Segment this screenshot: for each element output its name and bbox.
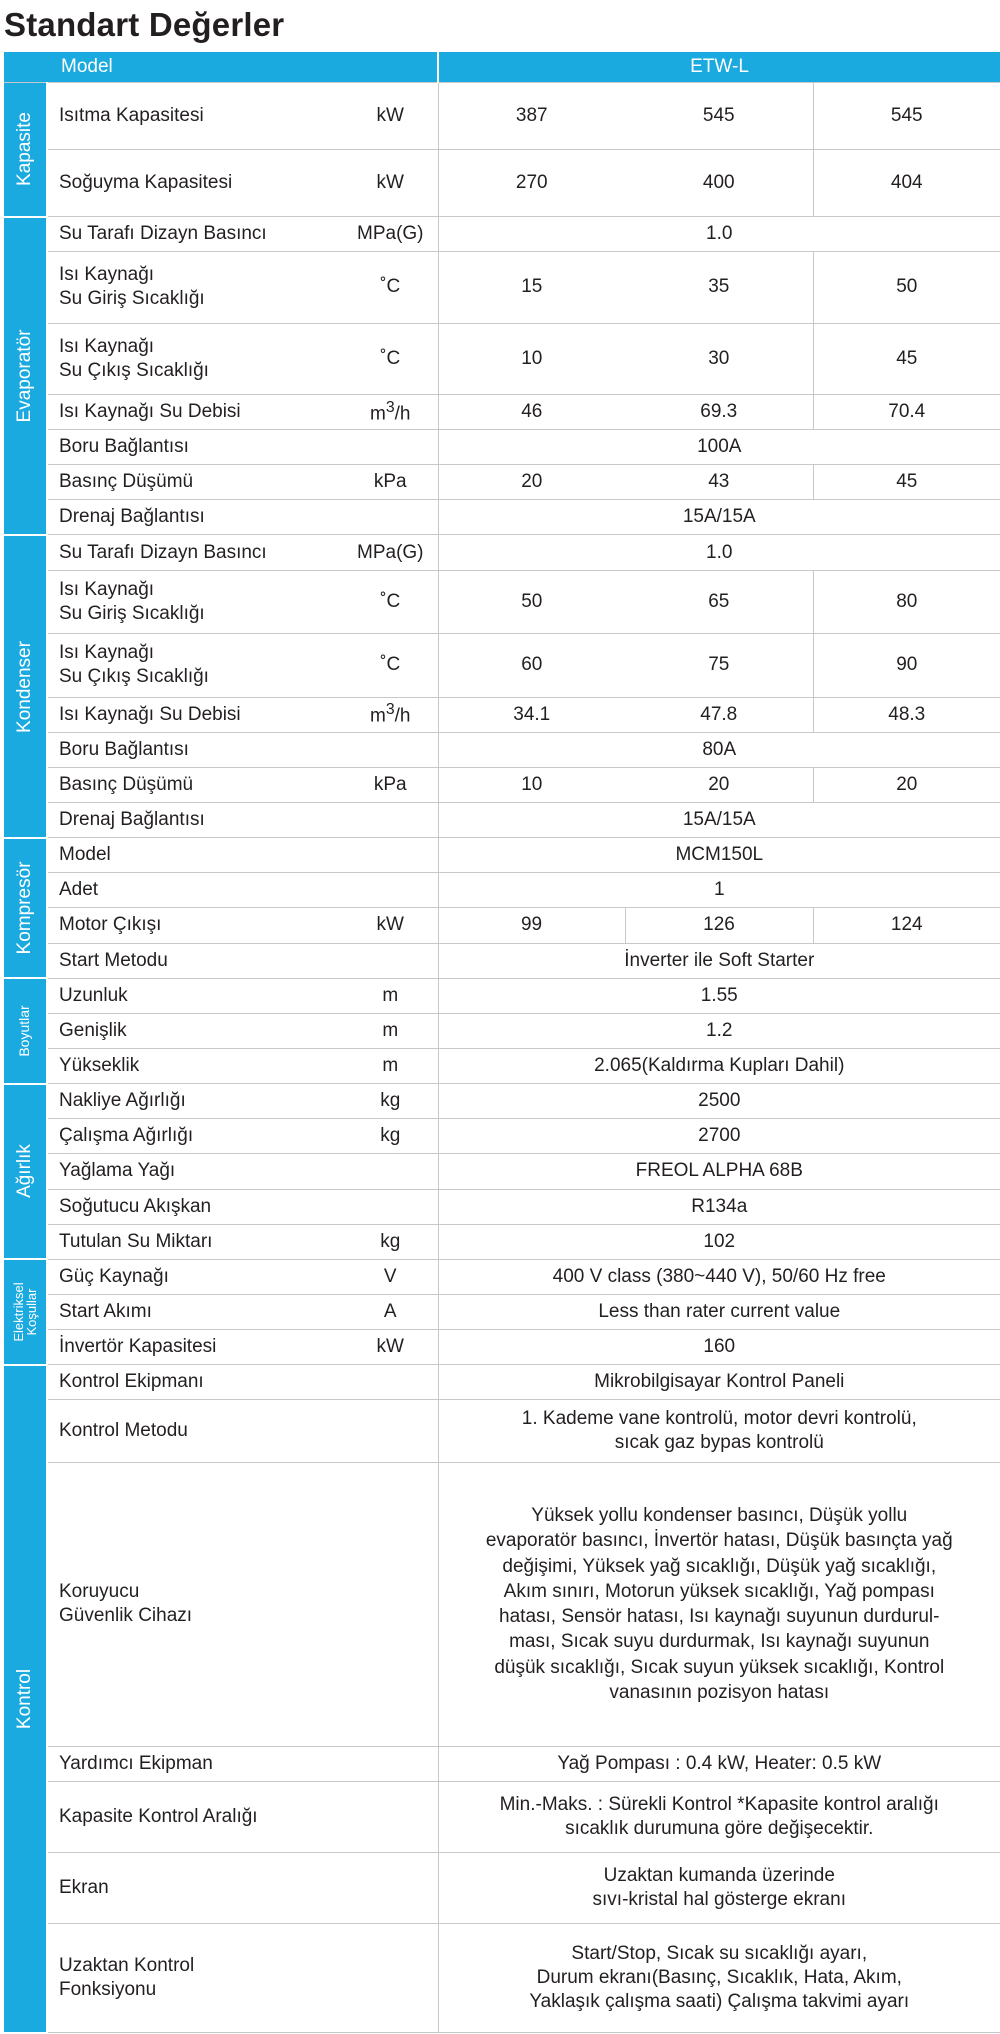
spec-table [4, 52, 1000, 2034]
table-row [4, 217, 1000, 252]
row-label: Basınç Düşümü [47, 767, 343, 802]
row-label: Start Metodu [47, 943, 343, 978]
row-label: Drenaj Bağlantısı [47, 802, 343, 837]
table-row [4, 838, 1000, 873]
row-unit [343, 1462, 438, 1746]
row-value: 20 [813, 767, 1000, 802]
row-value: 100A [438, 429, 1000, 464]
row-unit: $m^3/h$ [343, 697, 438, 732]
group-boyutlar: Boyutlar [4, 978, 47, 1083]
table-row [4, 908, 1000, 943]
row-label: Kontrol Metodu [47, 1400, 343, 1462]
row-value: 48.3 [813, 697, 1000, 732]
row-label: Uzaktan Kontrol Fonksiyonu [47, 1924, 343, 2032]
group-agirlik: Ağırlık [4, 1084, 47, 1260]
row-unit: kPa [343, 465, 438, 500]
row-value: 10 [438, 323, 625, 394]
table-row [4, 1853, 1000, 1924]
row-value: 45 [813, 323, 1000, 394]
header-row [4, 52, 1000, 82]
row-label: Uzunluk [47, 978, 343, 1013]
row-value: 46 [438, 394, 625, 429]
row-unit [343, 1154, 438, 1189]
row-unit [343, 1781, 438, 1852]
row-value: 2700 [438, 1119, 1000, 1154]
table-row [4, 1924, 1000, 2032]
row-value: Yüksek yollu kondenser basıncı, Düşük yollu evaporatör basıncı, İnvertör hatası, Düşük basınçta yağ değişimi, Yüksek yağ sıcaklığı, Düşük yağ sıcaklığı, Akım sınırı, Motorun yüksek sıcaklığı, Yağ pompası hatası, Sensör hatası, Isı kaynağı suyunun durdurul- ması, Sıcak suyu durdurmak, Isı kaynağı suyunun düşük sıcaklığı, Sıcak suyun yüksek sıcaklığı, Kontrol vanasının pozisyon hatası [438, 1462, 1000, 1746]
row-value: 15A/15A [438, 500, 1000, 535]
row-unit [343, 1746, 438, 1781]
table-row [4, 1462, 1000, 1746]
row-value: 124 [813, 908, 1000, 943]
row-value: 20 [625, 767, 813, 802]
row-value: 2.065(Kaldırma Kupları Dahil) [438, 1048, 1000, 1083]
row-value: 2500 [438, 1084, 1000, 1119]
row-value: Uzaktan kumanda üzerinde sıvı-kristal hal gösterge ekranı [438, 1853, 1000, 1924]
group-evaporator: Evaporatör [4, 217, 47, 536]
row-value: Start/Stop, Sıcak su sıcaklığı ayarı, Durum ekranı(Basınç, Sıcaklık, Hata, Akım, Yaklaşık çalışma saati) Çalışma takvimi ayarı [438, 1924, 1000, 2032]
row-unit: MPa(G) [343, 535, 438, 570]
row-label: Tutulan Su Miktarı [47, 1224, 343, 1259]
table-row [4, 1781, 1000, 1852]
row-value: 1. Kademe vane kontrolü, motor devri kontrolü, sıcak gaz bypas kontrolü [438, 1400, 1000, 1462]
group-kontrol: Kontrol [4, 1365, 47, 2033]
table-row [4, 732, 1000, 767]
row-value: 1.0 [438, 535, 1000, 570]
row-unit: kW [343, 149, 438, 216]
row-unit: V [343, 1259, 438, 1294]
table-row [4, 1746, 1000, 1781]
row-unit [343, 500, 438, 535]
row-label: Drenaj Bağlantısı [47, 500, 343, 535]
row-unit [343, 1400, 438, 1462]
row-value: 47.8 [625, 697, 813, 732]
page-title: Standart Değerler [4, 6, 285, 43]
row-value: 50 [438, 571, 625, 634]
group-kapasite: Kapasite [4, 82, 47, 217]
row-value: 400 [625, 149, 813, 216]
table-row [4, 82, 1000, 149]
table-row [4, 500, 1000, 535]
table-row [4, 323, 1000, 394]
row-value: 60 [438, 634, 625, 697]
row-value: FREOL ALPHA 68B [438, 1154, 1000, 1189]
row-value: 126 [625, 908, 813, 943]
row-unit [343, 873, 438, 908]
row-unit: $m^3/h$ [343, 394, 438, 429]
row-value: 50 [813, 252, 1000, 323]
row-value: 160 [438, 1330, 1000, 1365]
row-unit: kg [343, 1084, 438, 1119]
row-label: Model [47, 838, 343, 873]
row-label: Boru Bağlantısı [47, 732, 343, 767]
group-elektriksel: Elektriksel Koşullar [4, 1259, 47, 1364]
row-value: 45 [813, 465, 1000, 500]
row-unit [343, 1924, 438, 2032]
row-unit: m [343, 1048, 438, 1083]
row-unit [343, 1189, 438, 1224]
row-unit: ˚C [343, 323, 438, 394]
row-value: 43 [625, 465, 813, 500]
row-unit [343, 732, 438, 767]
table-row [4, 943, 1000, 978]
row-label: Motor Çıkışı [47, 908, 343, 943]
row-label: Isı Kaynağı Su Debisi [47, 697, 343, 732]
row-label: Ekran [47, 1853, 343, 1924]
row-label: Boru Bağlantısı [47, 429, 343, 464]
table-row [4, 1330, 1000, 1365]
row-label: Isı Kaynağı Su Çıkış Sıcaklığı [47, 634, 343, 697]
row-value: 15 [438, 252, 625, 323]
row-value: 387 [438, 82, 625, 149]
table-row [4, 1189, 1000, 1224]
row-unit: kg [343, 1119, 438, 1154]
row-unit: ˚C [343, 252, 438, 323]
row-label: Isı Kaynağı Su Çıkış Sıcaklığı [47, 323, 343, 394]
row-label: Isı Kaynağı Su Giriş Sıcaklığı [47, 252, 343, 323]
table-row [4, 1365, 1000, 1400]
table-row [4, 767, 1000, 802]
table-row [4, 1154, 1000, 1189]
row-value: 102 [438, 1224, 1000, 1259]
row-value: 75 [625, 634, 813, 697]
row-value: 80 [813, 571, 1000, 634]
row-label: Genişlik [47, 1013, 343, 1048]
row-value: 15A/15A [438, 802, 1000, 837]
row-value: 404 [813, 149, 1000, 216]
row-label: Kapasite Kontrol Aralığı [47, 1781, 343, 1852]
row-unit: kPa [343, 767, 438, 802]
row-value: 69.3 [625, 394, 813, 429]
row-value: 99 [438, 908, 625, 943]
row-label: Yağlama Yağı [47, 1154, 343, 1189]
row-value: 80A [438, 732, 1000, 767]
row-value: 545 [625, 82, 813, 149]
table-row [4, 429, 1000, 464]
table-row [4, 1294, 1000, 1329]
row-label: Isıtma Kapasitesi [47, 82, 343, 149]
row-value: MCM150L [438, 838, 1000, 873]
header-series: ETW-L [438, 52, 1000, 82]
row-label: Kontrol Ekipmanı [47, 1365, 343, 1400]
row-value: 35 [625, 252, 813, 323]
row-label: Soğuyma Kapasitesi [47, 149, 343, 216]
header-model: Model [4, 52, 438, 82]
row-label: Yardımcı Ekipman [47, 1746, 343, 1781]
row-label: Isı Kaynağı Su Debisi [47, 394, 343, 429]
table-row [4, 1013, 1000, 1048]
row-value: Less than rater current value [438, 1294, 1000, 1329]
row-unit: A [343, 1294, 438, 1329]
row-unit: kW [343, 1330, 438, 1365]
row-label: Basınç Düşümü [47, 465, 343, 500]
row-unit [343, 1853, 438, 1924]
row-value: Min.-Maks. : Sürekli Kontrol *Kapasite kontrol aralığı sıcaklık durumuna göre değişecektir. [438, 1781, 1000, 1852]
table-row [4, 1259, 1000, 1294]
table-row [4, 1048, 1000, 1083]
row-label: Nakliye Ağırlığı [47, 1084, 343, 1119]
table-row [4, 465, 1000, 500]
table-row [4, 873, 1000, 908]
row-unit: ˚C [343, 634, 438, 697]
row-value: 1.55 [438, 978, 1000, 1013]
row-value: 1.2 [438, 1013, 1000, 1048]
table-row [4, 1084, 1000, 1119]
row-label: Isı Kaynağı Su Giriş Sıcaklığı [47, 571, 343, 634]
row-value: R134a [438, 1189, 1000, 1224]
row-label: Start Akımı [47, 1294, 343, 1329]
row-unit: m [343, 978, 438, 1013]
row-value: 1.0 [438, 217, 1000, 252]
table-row [4, 252, 1000, 323]
row-label: Güç Kaynağı [47, 1259, 343, 1294]
table-row [4, 535, 1000, 570]
row-label: Yükseklik [47, 1048, 343, 1083]
row-value: Yağ Pompası : 0.4 kW, Heater: 0.5 kW [438, 1746, 1000, 1781]
row-label: Adet [47, 873, 343, 908]
row-unit: kW [343, 82, 438, 149]
row-unit: ˚C [343, 571, 438, 634]
row-value: 90 [813, 634, 1000, 697]
row-value: Mikrobilgisayar Kontrol Paneli [438, 1365, 1000, 1400]
table-row [4, 802, 1000, 837]
table-row [4, 1400, 1000, 1462]
row-value: İnverter ile Soft Starter [438, 943, 1000, 978]
table-row [4, 394, 1000, 429]
row-unit [343, 429, 438, 464]
row-label: İnvertör Kapasitesi [47, 1330, 343, 1365]
row-value: 70.4 [813, 394, 1000, 429]
table-row [4, 571, 1000, 634]
row-label: Soğutucu Akışkan [47, 1189, 343, 1224]
table-row [4, 1119, 1000, 1154]
table-row [4, 634, 1000, 697]
table-row [4, 1224, 1000, 1259]
row-label: Su Tarafı Dizayn Basıncı [47, 535, 343, 570]
row-value: 65 [625, 571, 813, 634]
row-value: 270 [438, 149, 625, 216]
row-unit [343, 1365, 438, 1400]
row-value: 545 [813, 82, 1000, 149]
row-value: 10 [438, 767, 625, 802]
row-value: 400 V class (380~440 V), 50/60 Hz free [438, 1259, 1000, 1294]
row-unit: kg [343, 1224, 438, 1259]
row-label: Koruyucu Güvenlik Cihazı [47, 1462, 343, 1746]
table-row [4, 978, 1000, 1013]
row-unit [343, 802, 438, 837]
group-kondenser: Kondenser [4, 535, 47, 837]
row-value: 34.1 [438, 697, 625, 732]
row-unit [343, 838, 438, 873]
row-value: 1 [438, 873, 1000, 908]
row-unit: MPa(G) [343, 217, 438, 252]
row-label: Çalışma Ağırlığı [47, 1119, 343, 1154]
row-unit: kW [343, 908, 438, 943]
row-value: 20 [438, 465, 625, 500]
table-row [4, 697, 1000, 732]
row-label: Su Tarafı Dizayn Basıncı [47, 217, 343, 252]
table-row [4, 149, 1000, 216]
row-unit [343, 943, 438, 978]
group-kompresor: Kompresör [4, 838, 47, 979]
row-unit: m [343, 1013, 438, 1048]
row-value: 30 [625, 323, 813, 394]
